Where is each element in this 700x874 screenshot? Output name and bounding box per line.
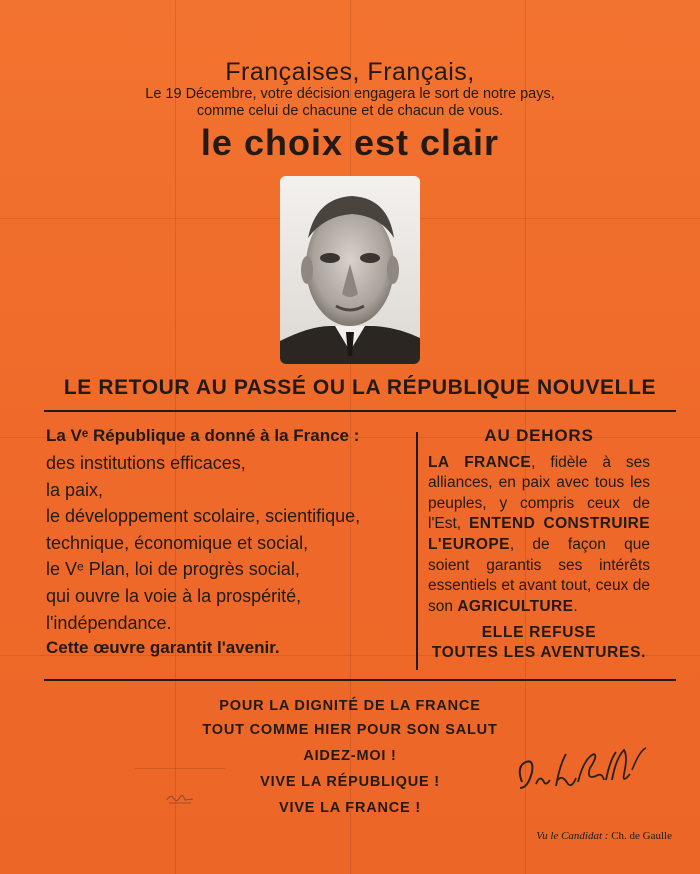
list-item: technique, économique et social,	[46, 532, 309, 553]
slogan-line: TOUT COMME HIER POUR SON SALUT	[202, 722, 498, 738]
list-item: des institutions efficaces,	[46, 453, 246, 473]
divider	[44, 410, 676, 412]
right-column-title: AU DEHORS	[484, 426, 594, 445]
greeting: Françaises, Français,	[225, 58, 475, 86]
divider	[44, 679, 676, 681]
refuse-line-1: ELLE REFUSE	[481, 624, 597, 642]
list-item: l'indépendance.	[46, 612, 172, 633]
signature-icon	[512, 744, 652, 809]
portrait-photo-icon	[280, 176, 420, 364]
subtitle: LE RETOUR AU PASSÉ OU LA RÉPUBLIQUE NOUVELLE	[63, 376, 657, 399]
body-text: .	[573, 597, 578, 615]
refuse-line-2: TOUTES LES AVENTURES.	[431, 644, 647, 662]
intro-line-2: comme celui de chacune et de chacun de vous.	[196, 103, 504, 119]
intro-line-1: Le 19 Décembre, votre décision engagera le sort de notre pays,	[145, 86, 555, 102]
right-column	[428, 426, 650, 663]
left-column-closing: Cette œuvre garantit l'avenir.	[46, 638, 280, 658]
slogan-line: POUR LA DIGNITÉ DE LA FRANCE	[219, 698, 481, 714]
slogan-line: VIVE LA FRANCE !	[279, 800, 421, 816]
list-item: le développement scolaire, scientifique,	[46, 506, 361, 527]
emphasis-text: AGRICULTURE	[457, 597, 574, 615]
left-column-lead: La Vᵉ République a donné à la France :	[46, 426, 360, 445]
countersign	[536, 830, 672, 842]
countersign-name: Ch. de Gaulle	[611, 830, 672, 842]
list-item: qui ouvre la voie à la prospérité,	[46, 585, 302, 606]
slogan-line: AIDEZ-MOI !	[303, 748, 397, 764]
emphasis-text: LA FRANCE	[428, 453, 532, 471]
right-column-paragraph	[428, 453, 650, 618]
headline: le choix est clair	[200, 122, 500, 163]
left-column	[46, 426, 411, 658]
list-item: le Vᵉ Plan, loi de progrès social,	[46, 559, 300, 580]
slogan-line: VIVE LA RÉPUBLIQUE !	[260, 774, 440, 790]
emphasis-text: ENTEND CONSTRUIRE L'EUROPE	[428, 515, 650, 553]
body-text: , de façon que soient garantis ses intérêts essentiels et avant tout, ceux de son	[428, 535, 650, 615]
column-divider	[416, 432, 418, 670]
registration-stamp	[80, 750, 280, 808]
countersign-label: Vu le Candidat :	[536, 830, 609, 842]
body-text: , fidèle à ses alliances, en paix avec tous les peuples, y compris ceux de l'Est,	[428, 453, 650, 533]
list-item: la paix,	[46, 479, 104, 500]
